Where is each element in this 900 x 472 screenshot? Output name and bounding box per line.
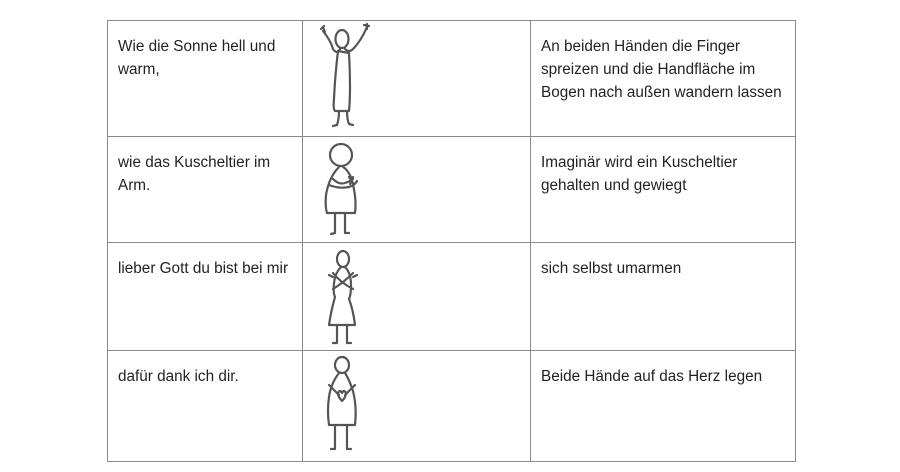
figure-self-hug-icon: [309, 243, 379, 351]
figure-arms-raised-icon: [309, 21, 379, 133]
table-row: [108, 137, 796, 243]
table-row: [108, 351, 796, 462]
figure-cradling-icon: [309, 137, 379, 243]
figure-cell: [303, 21, 531, 137]
lyric-cell: Wie die Sonne hell und warm,: [108, 21, 303, 137]
figure-cell: [303, 351, 531, 462]
lyric-cell: dafür dank ich dir.: [108, 351, 303, 462]
table-row: [108, 21, 796, 137]
figure-cell: [303, 137, 531, 243]
description-cell: Imaginär wird ein Kuscheltier gehalten und gewiegt: [531, 137, 796, 243]
description-cell: Beide Hände auf das Herz legen: [531, 351, 796, 462]
table-row: [108, 243, 796, 351]
description-cell: sich selbst umarmen: [531, 243, 796, 351]
lyric-cell: lieber Gott du bist bei mir: [108, 243, 303, 351]
figure-cell: [303, 243, 531, 351]
lyric-cell: wie das Kuscheltier im Arm.: [108, 137, 303, 243]
gesture-table: [107, 20, 796, 462]
figure-hands-on-heart-icon: [309, 351, 379, 461]
description-cell: An beiden Händen die Finger spreizen und die Handfläche im Bogen nach außen wandern lassen: [531, 21, 796, 137]
